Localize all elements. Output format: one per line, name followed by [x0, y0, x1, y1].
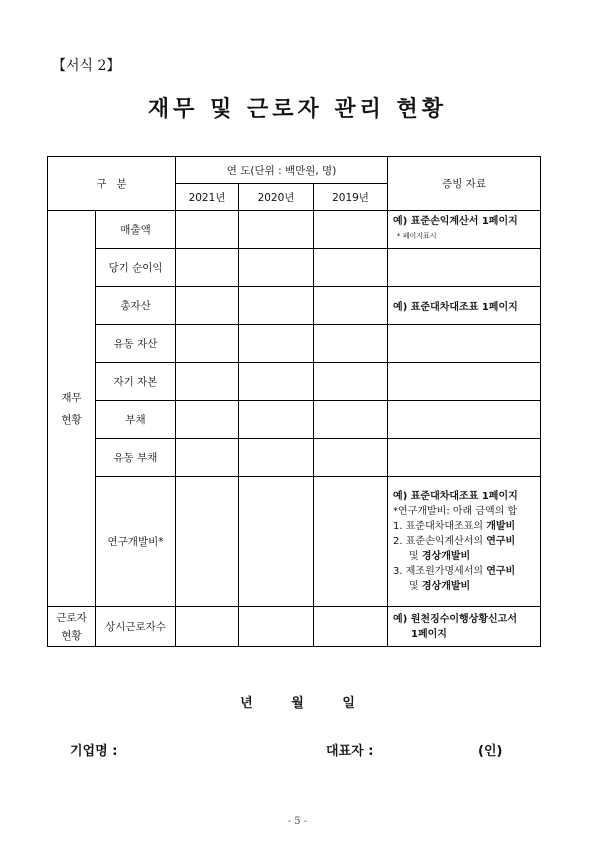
cell-sales-2020[interactable] [239, 211, 314, 249]
evidence-rnd-item-2: 2. 표준손익계산서의 연구비 [393, 536, 516, 547]
cell-rnd-2019[interactable] [314, 477, 388, 607]
cell-employees-2021[interactable] [176, 607, 239, 647]
date-year: 년 [240, 696, 253, 711]
date-month: 월 [291, 696, 304, 711]
category-header: 구 분 [48, 157, 176, 211]
cell-total-assets-2019[interactable] [314, 287, 388, 325]
row-label-equity: 자기 자본 [96, 363, 176, 401]
finance-group-label: 재무 현황 [48, 211, 96, 607]
year-unit-header: 연 도(단위 : 백만원, 명) [176, 157, 388, 184]
evidence-net-income [388, 249, 541, 287]
finance-table [47, 156, 541, 647]
cell-total-assets-2021[interactable] [176, 287, 239, 325]
cell-employees-2019[interactable] [314, 607, 388, 647]
cell-liabilities-2020[interactable] [239, 401, 314, 439]
evidence-liabilities [388, 401, 541, 439]
year-2020-header: 2020년 [239, 184, 314, 211]
evidence-header: 증빙 자료 [388, 157, 541, 211]
cell-current-liabilities-2020[interactable] [239, 439, 314, 477]
evidence-current-liabilities [388, 439, 541, 477]
evidence-rnd-main: 예) 표준대차대조표 1페이지 [393, 491, 518, 502]
row-label-rnd: 연구개발비* [96, 477, 176, 607]
date-line [0, 692, 595, 711]
company-name-label: 기업명 : [70, 744, 118, 759]
cell-liabilities-2019[interactable] [314, 401, 388, 439]
evidence-equity [388, 363, 541, 401]
row-label-current-liabilities: 유동 부채 [96, 439, 176, 477]
evidence-rnd [388, 477, 541, 607]
cell-current-assets-2019[interactable] [314, 325, 388, 363]
cell-current-assets-2020[interactable] [239, 325, 314, 363]
cell-equity-2019[interactable] [314, 363, 388, 401]
year-2019-header: 2019년 [314, 184, 388, 211]
page-number: - 5 - [287, 816, 308, 827]
evidence-rnd-item-3b: 및 경상개발비 [409, 581, 471, 592]
worker-group-label: 근로자 현황 [48, 607, 96, 647]
evidence-rnd-item-2b: 및 경상개발비 [409, 551, 471, 562]
row-label-total-assets: 총자산 [96, 287, 176, 325]
seal-mark: (인) [478, 744, 503, 759]
evidence-rnd-note: *연구개발비: 아래 금액의 합 [393, 506, 518, 517]
cell-sales-2019[interactable] [314, 211, 388, 249]
cell-current-liabilities-2021[interactable] [176, 439, 239, 477]
row-label-liabilities: 부채 [96, 401, 176, 439]
cell-net-income-2021[interactable] [176, 249, 239, 287]
row-label-net-income: 당기 순이익 [96, 249, 176, 287]
year-2021-header: 2021년 [176, 184, 239, 211]
row-label-current-assets: 유동 자산 [96, 325, 176, 363]
evidence-rnd-item-3: 3. 제조원가명세서의 연구비 [393, 566, 516, 577]
cell-equity-2020[interactable] [239, 363, 314, 401]
cell-net-income-2019[interactable] [314, 249, 388, 287]
evidence-sales: 예) 표준손익계산서 1페이지 * 페이지표시 [388, 211, 541, 249]
cell-rnd-2020[interactable] [239, 477, 314, 607]
evidence-rnd-item-1: 1. 표준대차대조표의 개발비 [393, 521, 516, 532]
representative-label: 대표자 : [326, 744, 374, 759]
cell-equity-2021[interactable] [176, 363, 239, 401]
cell-liabilities-2021[interactable] [176, 401, 239, 439]
cell-total-assets-2020[interactable] [239, 287, 314, 325]
cell-current-liabilities-2019[interactable] [314, 439, 388, 477]
cell-employees-2020[interactable] [239, 607, 314, 647]
evidence-sales-note: * 페이지표시 [397, 232, 437, 240]
document-title: 재무 및 근로자 관리 현황 [147, 97, 448, 122]
evidence-total-assets: 예) 표준대차대조표 1페이지 [388, 287, 541, 325]
row-label-employees: 상시근로자수 [96, 607, 176, 647]
cell-net-income-2020[interactable] [239, 249, 314, 287]
evidence-current-assets [388, 325, 541, 363]
cell-rnd-2021[interactable] [176, 477, 239, 607]
cell-current-assets-2021[interactable] [176, 325, 239, 363]
cell-sales-2021[interactable] [176, 211, 239, 249]
row-label-sales: 매출액 [96, 211, 176, 249]
evidence-employees: 예) 원천징수이행상황신고서 1페이지 [388, 607, 541, 647]
date-day: 일 [342, 696, 355, 711]
form-label: 【서식 2】 [52, 58, 121, 74]
